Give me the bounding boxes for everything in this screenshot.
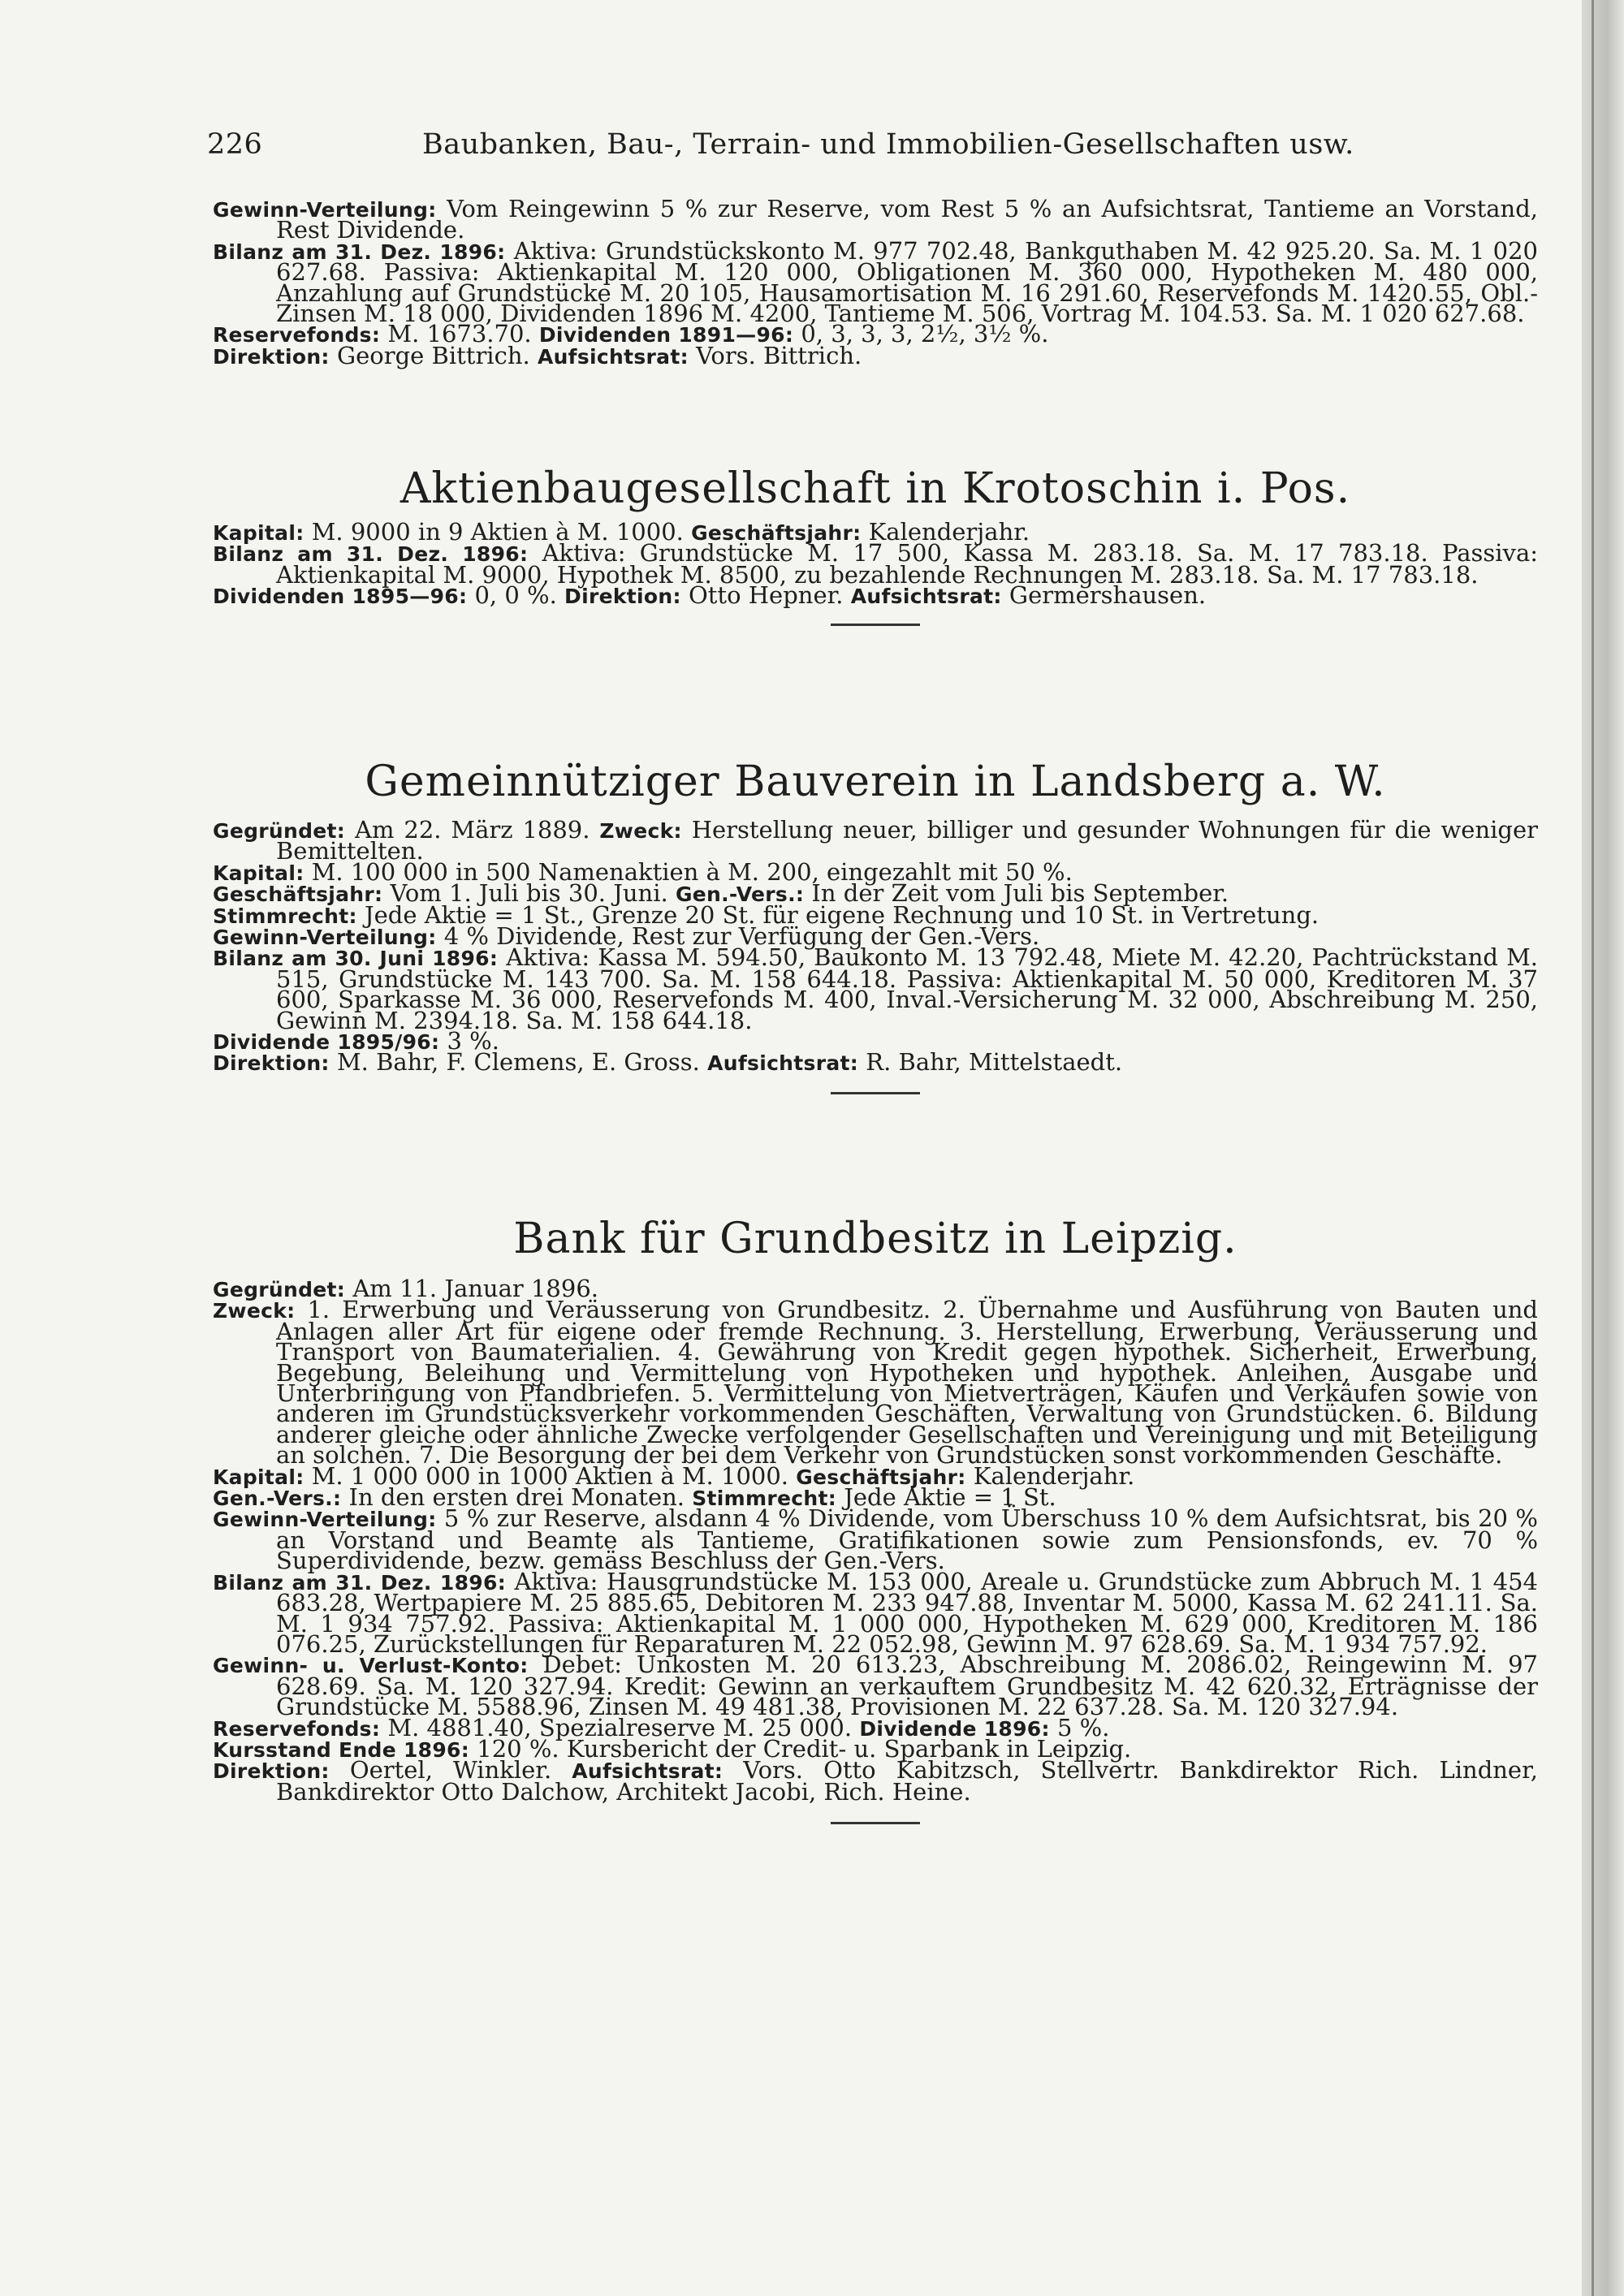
- entry-text: M. 9000 in 9 Aktien à M. 1000.: [304, 518, 692, 546]
- entry-text: Germershausen.: [1001, 581, 1207, 610]
- page-edge-line: [1592, 0, 1594, 2296]
- entry-text: Otto Hepner.: [680, 581, 851, 610]
- entry-label: Gewinn-Verteilung:: [213, 1508, 437, 1532]
- entry-zweck: [213, 1296, 1538, 1470]
- entry-text: M. 1 000 000 in 1000 Aktien à M. 1000.: [304, 1461, 797, 1490]
- entry-label: Gegründet:: [213, 1278, 346, 1301]
- entry-text: Kalenderjahr.: [861, 518, 1030, 546]
- entry-text: In der Zeit vom Juli bis September.: [804, 879, 1229, 908]
- entry-direktion: [213, 1048, 1538, 1077]
- entry-label: Direktion:: [564, 585, 681, 609]
- entry-text: Kalenderjahr.: [965, 1461, 1135, 1490]
- entry-text: Aktiva: Grundstückskonto M. 977 702.48, Bankguthaben M. 42 925.20. Sa. M. 1 020 627.68. Passiva: Aktienkapital M. 120 000, Obligationen M. 360 000, Hypotheken M. 480 000, Anzahlung auf Grundstücke M. 20 105, Hausamortisation M. 16 291.60, Reservefonds M. 1420.55, Obl.-Zinsen M. 18 000, Dividenden 1896 M. 4200, Tantieme M. 506, Vortrag M. 104.53. Sa. M. 1 020 627.68.: [276, 236, 1538, 328]
- entry-gewinn-verlust: [213, 1651, 1538, 1721]
- entry-label: Stimmrecht:: [213, 904, 357, 928]
- entry-label: Kapital:: [213, 521, 304, 545]
- entry-text: Vors. Bittrich.: [688, 341, 862, 369]
- entry-text: Vom Reingewinn 5 % zur Reserve, vom Rest 5 % an Aufsichtsrat, Tantieme an Vorstand, Rest Dividende.: [276, 195, 1538, 244]
- entry-label: Gen.-Vers.:: [675, 883, 805, 907]
- entry-direktion: [213, 1756, 1538, 1806]
- entry-label: Aufsichtsrat:: [707, 1051, 859, 1076]
- entry-label: Direktion:: [213, 344, 330, 369]
- entry-label: Dividende 1896:: [859, 1716, 1050, 1741]
- entry-text: M. Bahr, F. Clemens, E. Gross.: [329, 1048, 708, 1077]
- entry-label: Kapital:: [213, 861, 304, 885]
- entry-text: Oertel, Winkler.: [329, 1756, 572, 1785]
- entry-label: Aufsichtsrat:: [850, 585, 1002, 609]
- section-krotoschin: [213, 457, 1538, 747]
- entry-label: Reservefonds:: [213, 1716, 381, 1741]
- entry-text: 120 %. Kursbericht der Credit- u. Sparbank in Leipzig.: [469, 1734, 1132, 1763]
- entry-text: Debet: Unkosten M. 20 613.23, Abschreibung M. 2086.02, Reingewinn M. 97 628.69. Sa. M. 120 327.94. Kredit: Gewinn an verkauftem Grundbesitz M. 42 620.32, Erträgnisse der Grundstücke M. 5588.96, Zinsen M. 49 481.38, Provisionen M. 22 637.28. Sa. M. 120 327.94.: [276, 1651, 1538, 1721]
- entry-label: Bilanz am 31. Dez. 1896:: [213, 240, 506, 264]
- entry-text: Vors. Otto Kabitzsch, Stellvertr. Bankdirektor Rich. Lindner, Bankdirektor Otto Dalchow, Architekt Jacobi, Rich. Heine.: [276, 1756, 1538, 1806]
- entry-label: Gen.-Vers.:: [213, 1487, 342, 1511]
- entry-gewinn-verteilung: [213, 1504, 1538, 1575]
- entry-label: Bilanz am 31. Dez. 1896:: [213, 542, 529, 567]
- company-title: Aktienbaugesellschaft in Krotoschin i. Pos.: [400, 464, 1351, 513]
- entry-label: Bilanz am 30. Juni 1896:: [213, 947, 499, 971]
- entry-text: Jede Aktie = 1 St.: [836, 1483, 1056, 1512]
- entry-text: George Bittrich.: [329, 341, 538, 369]
- entry-label: Gewinn-Verteilung:: [213, 926, 437, 950]
- entry-text: 4 % Dividende, Rest zur Verfügung der Gen.-Vers.: [436, 922, 1040, 951]
- section-previous-company: [213, 195, 1538, 457]
- entry-text: Am 22. März 1889.: [345, 816, 600, 844]
- entry-label: Dividenden 1895—96:: [213, 585, 468, 609]
- page-content: [213, 195, 1539, 1824]
- entry-bilanz: [213, 943, 1538, 1034]
- entry-label: Geschäftsjahr:: [796, 1465, 966, 1489]
- entry-text: 5 %.: [1049, 1713, 1110, 1741]
- section-landsberg: [213, 747, 1538, 1206]
- entry-text: 3 %.: [439, 1027, 499, 1055]
- entry-text: In den ersten drei Monaten.: [341, 1483, 693, 1512]
- entry-label: Gewinn- u. Verlust-Konto:: [213, 1654, 529, 1678]
- entry-label: Zweck:: [599, 819, 682, 843]
- entry-label: Aufsichtsrat:: [572, 1759, 723, 1784]
- entry-label: Aufsichtsrat:: [537, 344, 689, 369]
- entry-text: M. 100 000 in 500 Namenaktien à M. 200, eingezahlt mit 50 %.: [304, 857, 1073, 886]
- entry-label: Gegründet:: [213, 819, 346, 843]
- entry-direktion: [213, 341, 1538, 369]
- company-title: Gemeinnütziger Bauverein in Landsberg a. W.: [365, 757, 1386, 806]
- entry-label: Dividende 1895/96:: [213, 1030, 440, 1055]
- entry-bilanz: [213, 236, 1538, 328]
- entry-label: Reservefonds:: [213, 323, 381, 347]
- entry-text: 5 % zur Reserve, alsdann 4 % Dividende, vom Überschuss 10 % dem Aufsichtsrat, bis 20 % an Vorstand und Beamte als Tantieme, Gratifikationen sowie zum Pensionsfonds, ev. 70 % Superdividende, bezw. gemäss Beschluss der Gen.-Vers.: [276, 1504, 1538, 1575]
- entry-label: Stimmrecht:: [692, 1487, 837, 1511]
- company-title: Bank für Grundbesitz in Leipzig.: [513, 1215, 1237, 1263]
- entry-gewinn-verteilung: [213, 195, 1538, 244]
- entry-gegruendet: [213, 816, 1538, 865]
- entry-text: Jede Aktie = 1 St., Grenze 20 St. für eigene Rechnung und 10 St. in Vertretung.: [356, 900, 1320, 929]
- entry-text: Vom 1. Juli bis 30. Juni.: [382, 879, 676, 908]
- entry-label: Geschäftsjahr:: [691, 521, 862, 545]
- entry-label: Gewinn-Verteilung:: [213, 198, 437, 222]
- entry-dividenden: [213, 581, 1538, 610]
- entry-label: Geschäftsjahr:: [213, 883, 383, 907]
- entry-label: Zweck:: [213, 1299, 296, 1323]
- entry-text: M. 1673.70.: [380, 320, 539, 348]
- page-edge-shadow: [1582, 0, 1624, 2296]
- running-title: Baubanken, Bau-, Terrain- und Immobilien-Gesellschaften usw.: [422, 128, 1354, 161]
- entry-label: Kursstand Ende 1896:: [213, 1737, 470, 1762]
- section-separator: [831, 1822, 920, 1824]
- entry-label: Kapital:: [213, 1465, 304, 1489]
- running-header: [207, 128, 1547, 164]
- section-separator: [831, 624, 920, 626]
- section-separator: [831, 1092, 920, 1094]
- section-leipzig: [213, 1206, 1538, 1824]
- page-number: 226: [207, 128, 263, 161]
- entry-text: Herstellung neuer, billiger und gesunder Wohnungen für die weniger Bemittelten.: [276, 816, 1538, 865]
- entry-label: Direktion:: [213, 1051, 330, 1076]
- entry-text: R. Bahr, Mittelstaedt.: [858, 1048, 1123, 1077]
- entry-text: Aktiva: Hausgrundstücke M. 153 000, Areale u. Grundstücke zum Abbruch M. 1 454 683.28, Wertpapiere M. 25 885.65, Debitoren M. 233 947.88, Inventar M. 5000, Kassa M. 62 241.11. Sa. M. 1 934 757.92. Passiva: Aktienkapital M. 1 000 000, Hypotheken M. 629 000, Kreditoren M. 186 076.25, Zurückstellungen für Reparaturen M. 22 052.98, Gewinn M. 97 628.69. Sa. M. 1 934 757.92.: [276, 1567, 1538, 1658]
- entry-text: M. 4881.40, Spezialreserve M. 25 000.: [380, 1713, 860, 1741]
- entry-text: Am 11. Januar 1896.: [345, 1275, 598, 1302]
- entry-label: Bilanz am 31. Dez. 1896:: [213, 1570, 506, 1595]
- entry-text: 1. Erwerbung und Veräusserung von Grundbesitz. 2. Übernahme und Ausführung von Bauten und Anlagen aller Art für eigene oder fremde Rechnung. 3. Herstellung, Erwerbung, Veräusserung und Transport von Baumaterialien. 4. Gewährung von Kredit gegen hypothek. Sicherheit, Erwerbung, Begebung, Beleihung und Vermittelung von Hypotheken und hypothek. Anleihen, Ausgabe und Unterbringung von Pfandbriefen. 5. Vermittelung von Mietverträgen, Käufen und Verkäufen sowie von anderen im Grundstücksverkehr vorkommenden Geschäften, Verwaltung von Grundstücken. 6. Bildung anderer gleiche oder ähnliche Zwecke verfolgender Gesellschaften und Vereinigung und mit Beteiligung an solchen. 7. Die Besorgung der bei dem Verkehr von Grundstücken sonst vorkommenden Geschäfte.: [276, 1296, 1538, 1470]
- entry-text: 0, 0 %.: [467, 581, 565, 610]
- entry-text: Aktiva: Kassa M. 594.50, Baukonto M. 13 792.48, Miete M. 42.20, Pachtrückstand M. 515, Grundstücke M. 143 700. Sa. M. 158 644.18. Passiva: Aktienkapital M. 50 000, Kreditoren M. 37 600, Sparkasse M. 36 000, Reservefonds M. 400, Inval.-Versicherung M. 32 000, Abschreibung M. 250, Gewinn M. 2394.18. Sa. M. 158 644.18.: [276, 943, 1538, 1034]
- entry-text: 0, 3, 3, 3, 2½, 3½ %.: [793, 320, 1049, 348]
- entry-text: Aktiva: Grundstücke M. 17 500, Kassa M. 283.18. Sa. M. 17 783.18. Passiva: Aktienkapital M. 9000, Hypothek M. 8500, zu bezahlende Rechnungen M. 283.18. Sa. M. 17 783.18.: [276, 539, 1539, 589]
- entry-bilanz: [213, 1567, 1538, 1658]
- entry-bilanz: [213, 539, 1539, 589]
- entry-label: Direktion:: [213, 1759, 330, 1784]
- entry-label: Dividenden 1891—96:: [538, 323, 794, 347]
